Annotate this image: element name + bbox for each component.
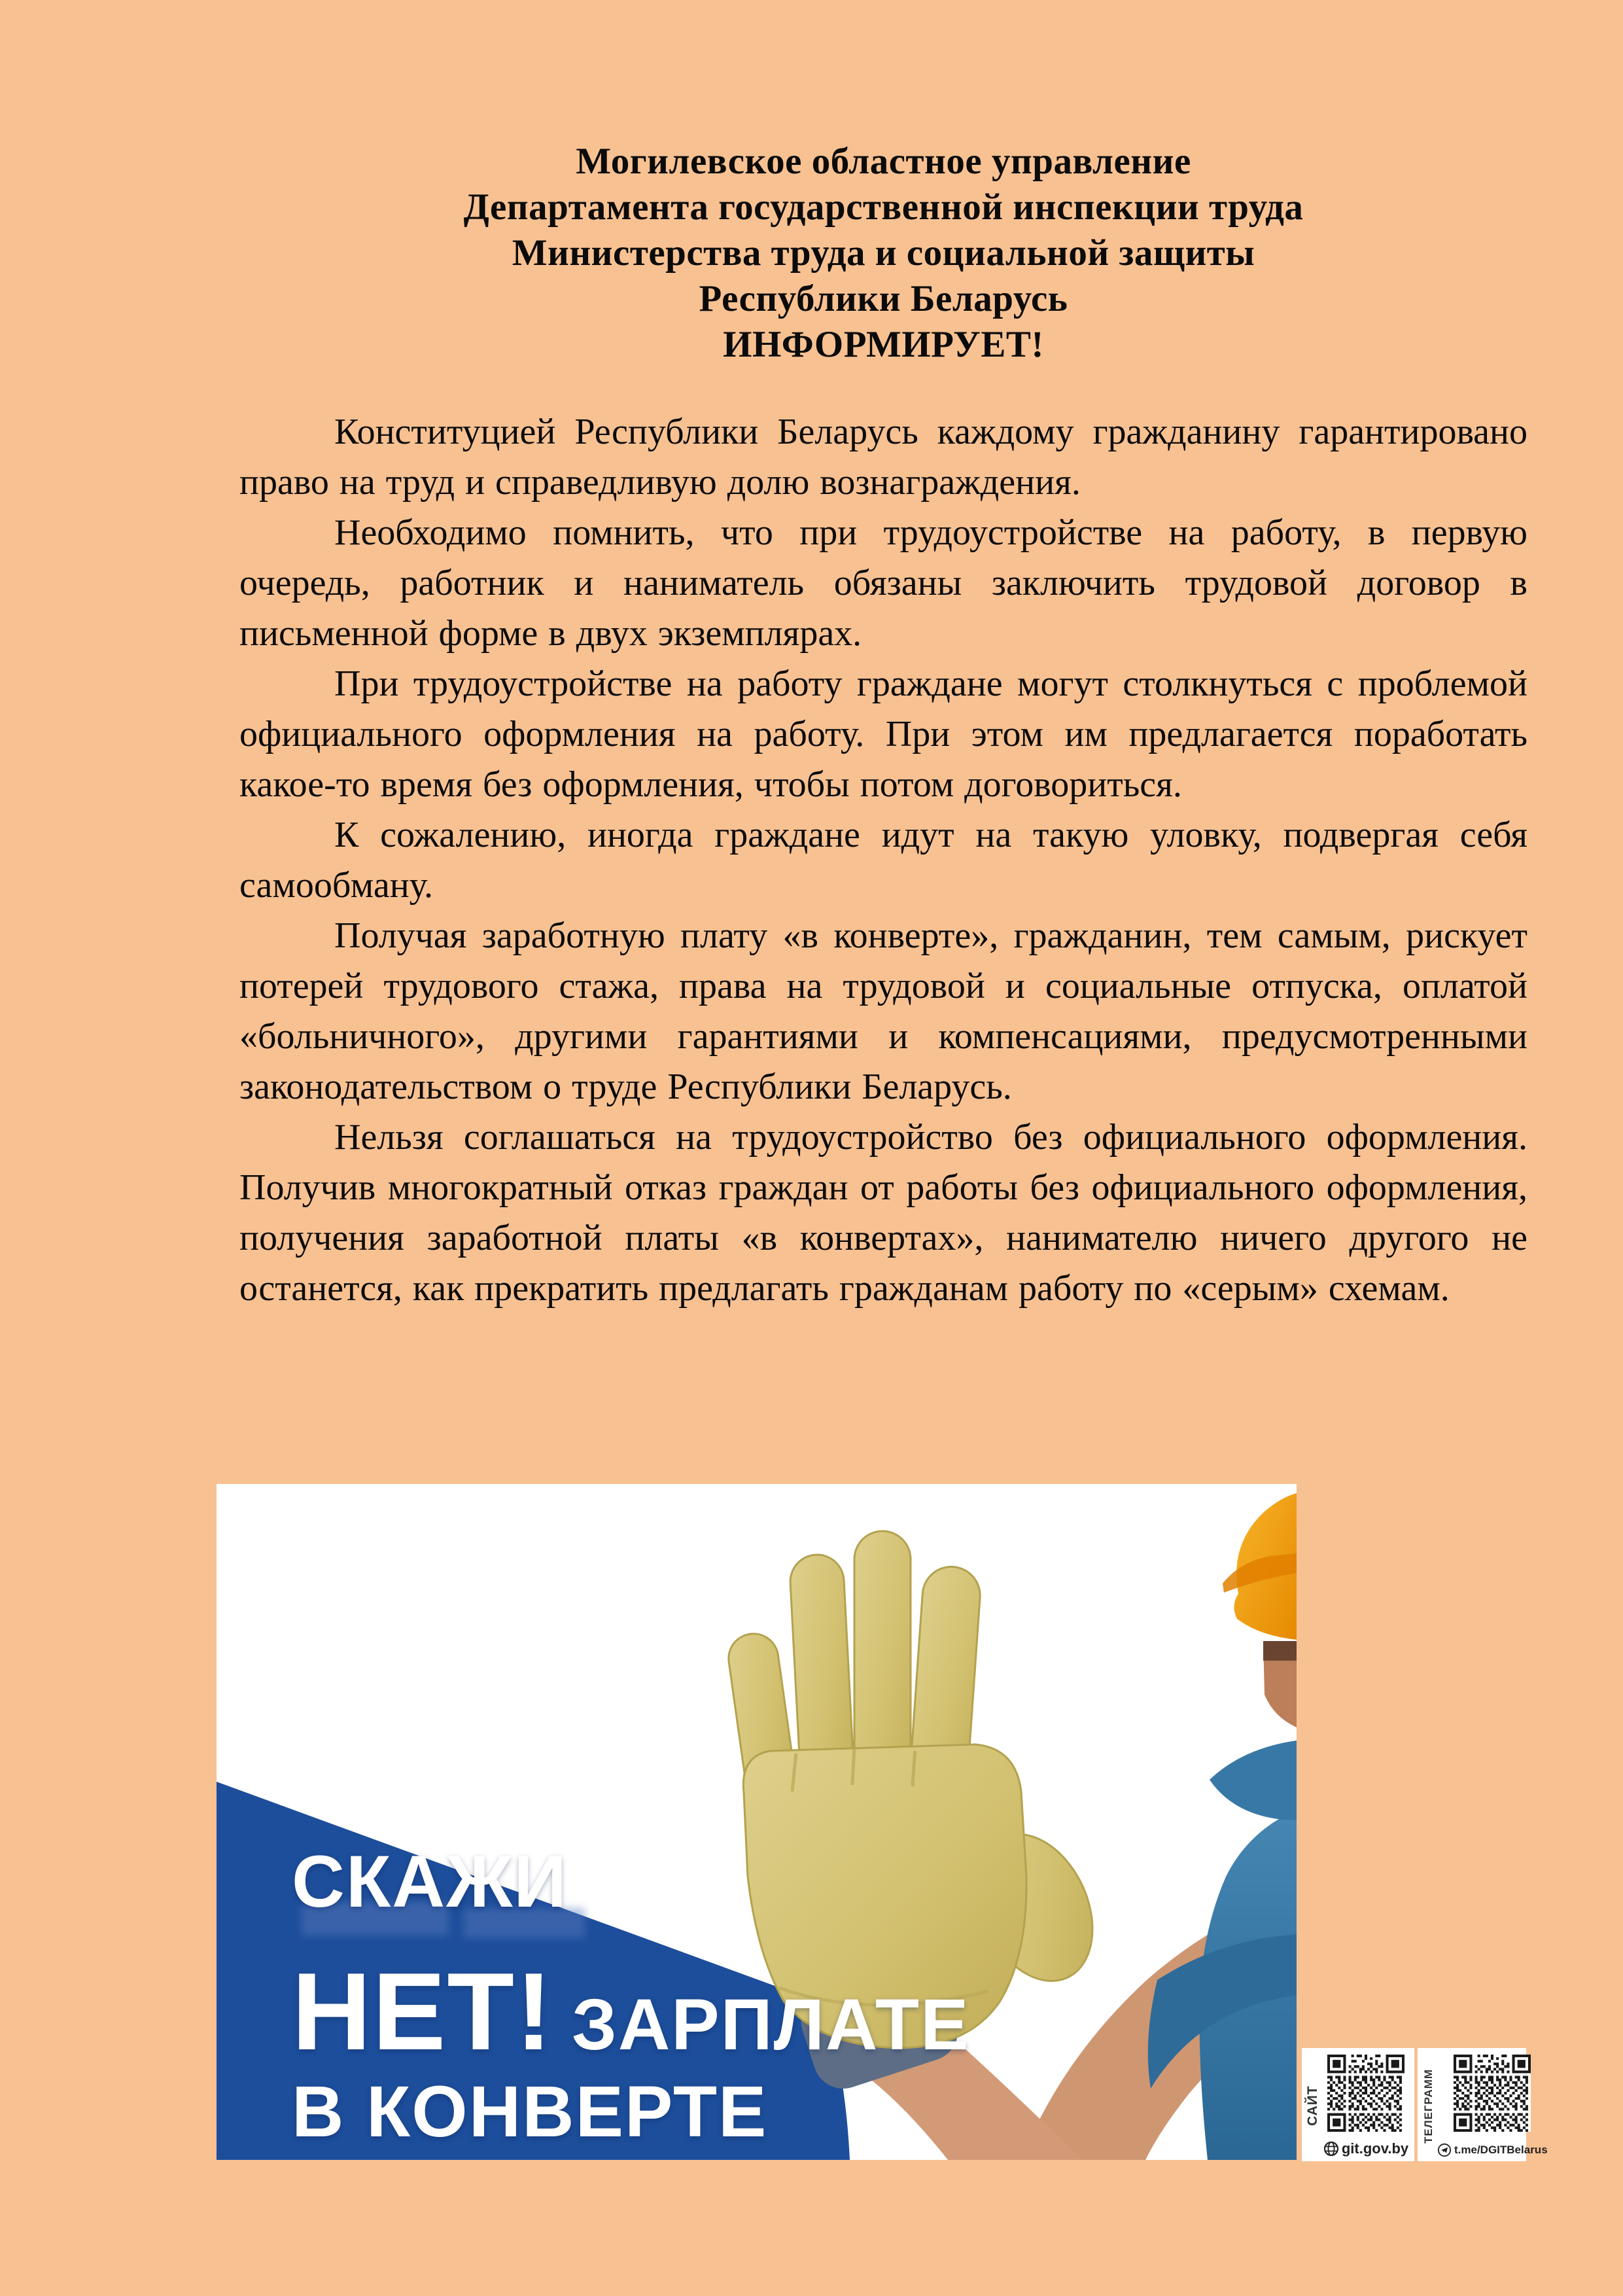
qr-card-telegram-caption-row xyxy=(1437,2143,1548,2157)
poster-slogan-line3: В КОНВЕРТЕ xyxy=(292,2072,768,2152)
poster-slogan-line2 xyxy=(292,1950,970,2073)
poster-slogan-zarplate: ЗАРПЛАТЕ xyxy=(571,1985,970,2065)
telegram-icon xyxy=(1437,2143,1452,2157)
header-line-4: Республики Беларусь xyxy=(699,278,1068,319)
qr-card-telegram-caption: t.me/DGITBelarus xyxy=(1454,2144,1548,2156)
document-body xyxy=(239,407,1527,1314)
hair-shadow xyxy=(1263,1641,1297,1661)
campaign-poster-image xyxy=(217,1484,1297,2160)
qr-card-telegram-label: ТЕЛЕГРАММ xyxy=(1422,2068,1435,2144)
paragraph: Необходимо помнить, что при трудоустройстве на работу, в первую очередь, работник и наниматель обязаны заключить трудовой договор в письменной форме в двух экземплярах. xyxy=(239,512,1527,654)
qr-card-telegram xyxy=(1418,2048,1548,2161)
header-line-2: Департамента государственной инспекции труда xyxy=(463,186,1304,228)
paragraph: Нельзя соглашаться на трудоустройство без официального оформления. Получив многократный отказ граждан от работы без официального оформления, получения заработной платы «в конвертах», нанимателю ничего другого не останется, как прекратить предлагать гражданам работу по «серым» схемам. xyxy=(239,1117,1527,1309)
header-line-informs: ИНФОРМИРУЕТ! xyxy=(723,324,1044,365)
document-header xyxy=(239,139,1527,368)
qr-card-website-caption-row xyxy=(1323,2140,1408,2157)
paragraph: Конституцией Республики Беларусь каждому гражданину гарантировано право на труд и справедливую долю вознаграждения. xyxy=(239,412,1527,503)
paragraph: Получая заработную плату «в конверте», гражданин, тем самым, рискует потерей трудового стажа, права на трудовой и социальные отпуска, оплатой «больничного», другими гарантиями и компенсациями, предусмотренными законодательством о труде Республики Беларусь. xyxy=(239,915,1527,1107)
qr-card-website-caption: git.gov.by xyxy=(1341,2140,1409,2157)
qr-card-website-main xyxy=(1321,2055,1410,2157)
qr-card-website xyxy=(1302,2048,1414,2161)
website-qr-code xyxy=(1327,2055,1405,2132)
header-line-3: Министерства труда и социальной защиты xyxy=(512,232,1255,274)
poster-slogan-line1: СКАЖИ xyxy=(292,1841,568,1922)
telegram-qr-code xyxy=(1454,2055,1531,2132)
qr-card-website-label: САЙТ xyxy=(1305,2085,1320,2127)
header-line-1: Могилевское областное управление xyxy=(576,141,1191,182)
paragraph: При трудоустройстве на работу граждане могут столкнуться с проблемой официального оформления на работу. При этом им предлагается поработать какое-то время без оформления, чтобы потом договориться. xyxy=(239,663,1527,805)
qr-card-telegram-main xyxy=(1437,2055,1548,2157)
globe-icon xyxy=(1323,2141,1339,2157)
paragraph: К сожалению, иногда граждане идут на такую уловку, подвергая себя самообману. xyxy=(239,815,1527,906)
poster-slogan-net: НЕТ! xyxy=(292,1950,553,2073)
